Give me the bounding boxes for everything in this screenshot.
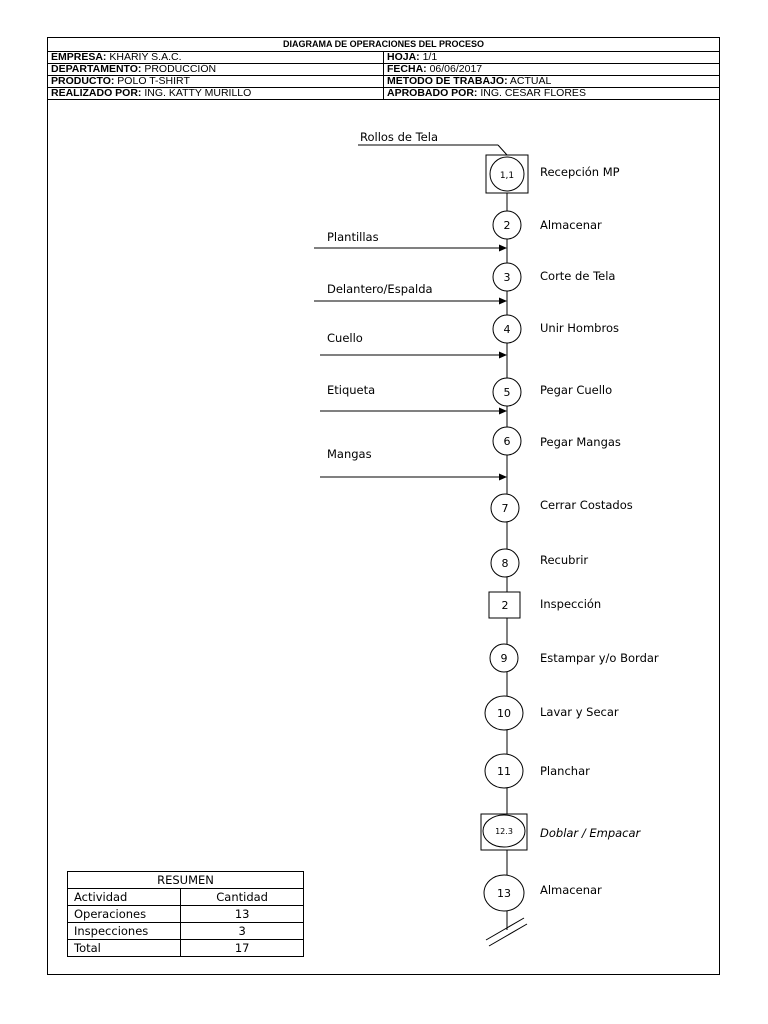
step-number: 8 [501, 557, 509, 570]
table-row [68, 923, 304, 940]
input-plantillas [314, 230, 507, 252]
step-number: 2 [503, 219, 511, 232]
diagram-title: DIAGRAMA DE OPERACIONES DEL PROCESO [48, 38, 720, 52]
table-row [68, 906, 304, 923]
step-7-circle [491, 494, 633, 522]
step-label: Pegar Mangas [540, 435, 621, 449]
producto-value: POLO T-SHIRT [114, 75, 190, 87]
inspection-2-square [489, 592, 601, 618]
step-number: 1,1 [499, 171, 515, 181]
step-number: 13 [497, 887, 511, 900]
step-10-circle [485, 696, 619, 730]
input-label: Mangas [327, 447, 372, 461]
step-number: 5 [503, 386, 511, 399]
step-label: Cerrar Costados [540, 498, 633, 512]
step-label: Inspección [540, 597, 602, 611]
step-5-circle [493, 378, 612, 406]
step-label: Corte de Tela [540, 269, 616, 283]
step-6-circle [493, 427, 621, 455]
step-1-1-combined [486, 155, 620, 193]
summary-activity: Operaciones [68, 906, 181, 923]
step-11-circle [485, 754, 590, 788]
step-number: 7 [501, 502, 509, 515]
input-label: Etiqueta [327, 383, 376, 397]
summary-activity: Total [68, 940, 181, 957]
step-number: 4 [503, 323, 511, 336]
summary-quantity: 17 [181, 940, 304, 957]
realizado-label: REALIZADO POR: [51, 87, 142, 99]
summary-quantity: 3 [181, 923, 304, 940]
input-cuello [320, 331, 507, 359]
step-label: Lavar y Secar [540, 705, 619, 719]
step-number: 9 [500, 652, 508, 665]
step-number: 10 [497, 707, 511, 720]
step-label: Recepción MP [540, 165, 620, 179]
summary-activity: Inspecciones [68, 923, 181, 940]
empresa-value: KHARIY S.A.C. [106, 51, 182, 63]
arrowhead-icon [499, 352, 507, 359]
step-label: Unir Hombros [540, 321, 619, 335]
summary-title: RESUMEN [68, 872, 304, 889]
source-connector [498, 145, 507, 155]
step-label: Recubrir [540, 553, 589, 567]
producto-label: PRODUCTO: [51, 75, 115, 87]
step-number: 2 [501, 599, 509, 612]
summary-col-activity: Actividad [68, 889, 181, 906]
aprobado-value: ING. CESAR FLORES [477, 87, 586, 99]
step-8-circle [491, 549, 588, 577]
metodo-label: METODO DE TRABAJO: [387, 75, 508, 87]
input-label: Cuello [327, 331, 363, 345]
step-label: Pegar Cuello [540, 383, 613, 397]
input-mangas [320, 447, 507, 481]
step-label: Estampar y/o Bordar [540, 651, 659, 665]
step-4-circle [493, 315, 619, 343]
input-label: Delantero/Espalda [327, 282, 433, 296]
hoja-label: HOJA: [387, 51, 420, 63]
step-2-circle [493, 211, 602, 239]
step-label: Almacenar [540, 883, 602, 897]
metodo-value: ACTUAL [507, 75, 552, 87]
summary-quantity: 13 [181, 906, 304, 923]
table-row [68, 940, 304, 957]
realizado-value: ING. KATTY MURILLO [141, 87, 252, 99]
step-label: Almacenar [540, 218, 602, 232]
step-13-circle [484, 875, 602, 911]
step-9-circle [490, 644, 659, 672]
fecha-value: 06/06/2017 [426, 63, 483, 75]
summary-table [67, 871, 304, 957]
hoja-value: 1/1 [419, 51, 438, 63]
arrowhead-icon [499, 474, 507, 481]
fecha-label: FECHA: [387, 63, 427, 75]
aprobado-label: APROBADO POR: [387, 87, 478, 99]
step-number: 6 [503, 435, 511, 448]
source-label: Rollos de Tela [360, 130, 439, 144]
empresa-label: EMPRESA: [51, 51, 107, 63]
input-etiqueta [320, 383, 507, 415]
arrowhead-icon [499, 245, 507, 252]
input-label: Plantillas [327, 230, 379, 244]
arrowhead-icon [499, 298, 507, 305]
departamento-label: DEPARTAMENTO: [51, 63, 142, 75]
step-number: 11 [497, 765, 511, 778]
departamento-value: PRODUCCIÓN [141, 63, 217, 75]
step-3-circle [493, 263, 615, 291]
step-12-3-combined [481, 814, 642, 850]
summary-col-quantity: Cantidad [181, 889, 304, 906]
input-delantero-espalda [314, 282, 507, 305]
step-label: Planchar [540, 764, 590, 778]
step-number: 3 [503, 271, 511, 284]
step-number: 12.3 [495, 827, 513, 836]
arrowhead-icon [499, 408, 507, 415]
step-label: Doblar / Empacar [540, 826, 641, 840]
